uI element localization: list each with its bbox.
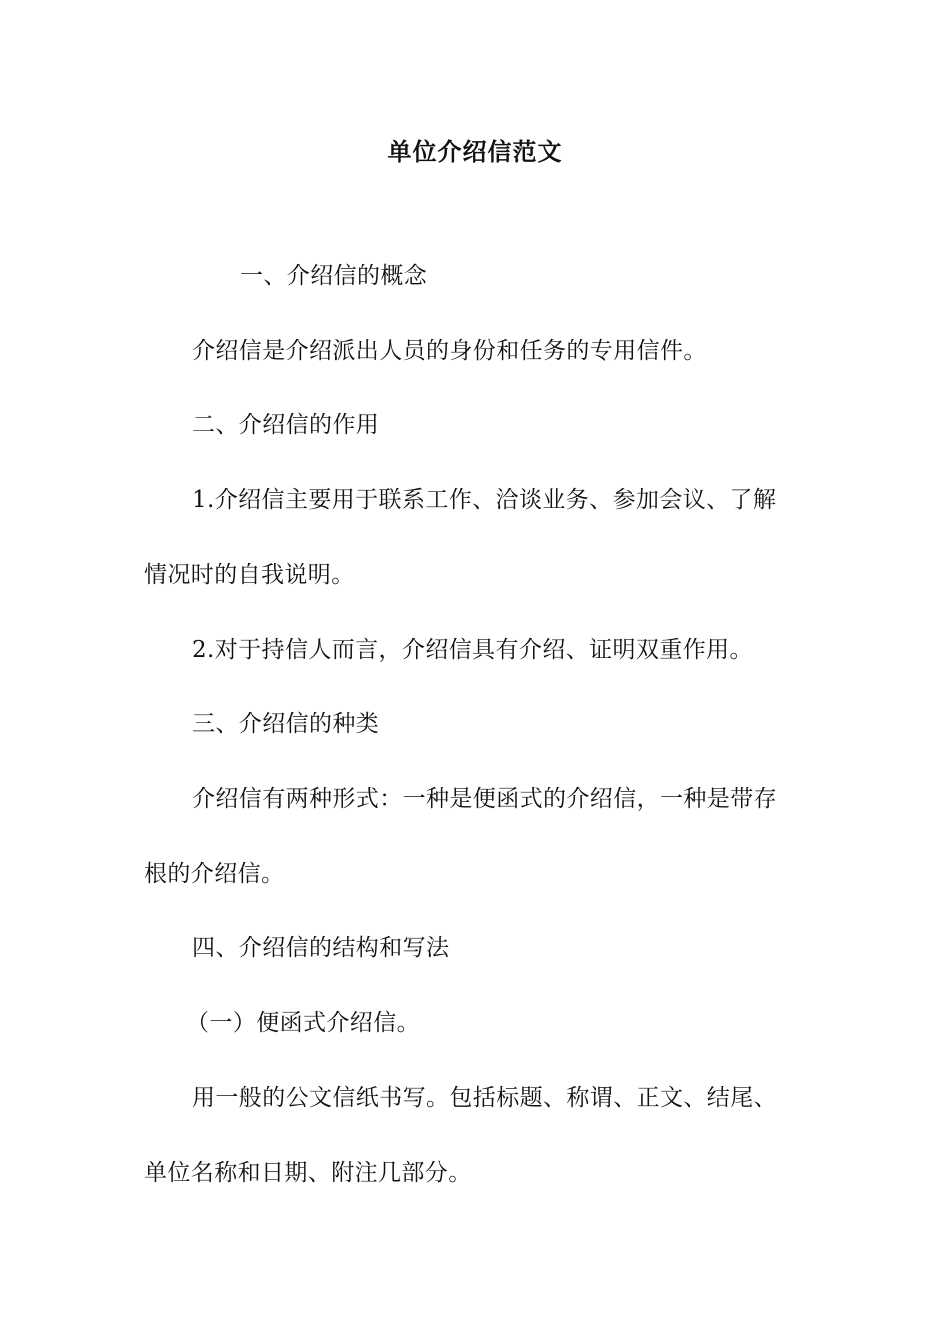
section-heading-4: 四、介绍信的结构和写法: [192, 935, 450, 961]
section-heading-1: 一、介绍信的概念: [240, 263, 428, 289]
paragraph-types-line-1: 介绍信有两种形式：一种是便函式的介绍信，一种是带存: [192, 786, 777, 812]
paragraph-function-1-line-2: 情况时的自我说明。: [144, 562, 355, 588]
paragraph-letterform-line-1: 用一般的公文信纸书写。包括标题、称谓、正文、结尾、: [192, 1085, 777, 1111]
section-heading-2: 二、介绍信的作用: [192, 412, 380, 438]
paragraph-letterform-line-2: 单位名称和日期、附注几部分。: [144, 1160, 472, 1186]
paragraph-function-2: 2.对于持信人而言，介绍信具有介绍、证明双重作用。: [192, 637, 753, 663]
section-heading-3: 三、介绍信的种类: [192, 711, 380, 737]
subsection-heading-1: （一）便函式介绍信。: [186, 1010, 420, 1036]
document-title: 单位介绍信范文: [387, 137, 563, 166]
paragraph-types-line-2: 根的介绍信。: [144, 861, 285, 887]
paragraph-concept: 介绍信是介绍派出人员的身份和任务的专用信件。: [192, 338, 707, 364]
paragraph-function-1-line-1: 1.介绍信主要用于联系工作、洽谈业务、参加会议、了解: [192, 487, 777, 513]
